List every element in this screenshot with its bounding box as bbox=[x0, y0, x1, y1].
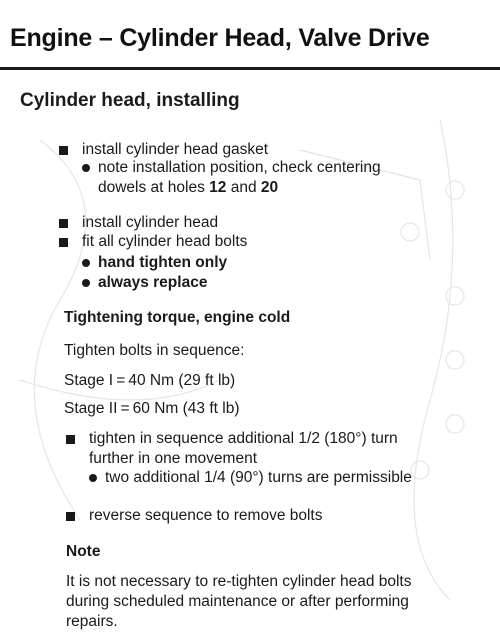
torque-stage-2: Stage II = 60 Nm (43 ft lb) bbox=[64, 400, 240, 417]
torque-additional-turn-line-2: further in one movement bbox=[89, 450, 258, 467]
round-bullet-icon bbox=[82, 164, 90, 172]
round-bullet-icon bbox=[89, 474, 97, 482]
gasket-note-line-2 bbox=[98, 178, 278, 198]
hole-number-12: 12 bbox=[209, 179, 227, 196]
torque-heading: Tightening torque, engine cold bbox=[64, 309, 291, 326]
step-install-gasket: install cylinder head gasket bbox=[82, 141, 269, 158]
round-bullet-icon bbox=[82, 279, 90, 287]
gasket-note-line-1: note installation position, check centering bbox=[98, 159, 381, 176]
hole-number-20: 20 bbox=[260, 179, 279, 196]
gasket-note-prefix: dowels at holes bbox=[98, 179, 210, 196]
square-bullet-icon bbox=[59, 238, 68, 247]
note-line-3: repairs. bbox=[66, 613, 118, 630]
page-title: Engine – Cylinder Head, Valve Drive bbox=[10, 24, 430, 52]
square-bullet-icon bbox=[66, 512, 75, 521]
torque-sequence-intro: Tighten bolts in sequence: bbox=[64, 342, 245, 359]
square-bullet-icon bbox=[59, 219, 68, 228]
round-bullet-icon bbox=[82, 259, 90, 267]
note-line-1: It is not necessary to re-tighten cylinder head bolts bbox=[66, 573, 412, 590]
torque-stage-1: Stage I = 40 Nm (29 ft lb) bbox=[64, 372, 236, 389]
square-bullet-icon bbox=[66, 435, 75, 444]
step-install-head: install cylinder head bbox=[82, 214, 219, 231]
note-heading: Note bbox=[66, 543, 101, 560]
step-fit-bolts: fit all cylinder head bolts bbox=[82, 233, 248, 250]
gasket-note-and: and bbox=[226, 179, 261, 196]
warning-always-replace: always replace bbox=[98, 274, 208, 291]
step-remove-bolts: reverse sequence to remove bolts bbox=[89, 507, 323, 524]
torque-additional-turn-line-1: tighten in sequence additional 1/2 (180°) turn bbox=[89, 430, 398, 447]
torque-extra-turns: two additional 1/4 (90°) turns are permissible bbox=[105, 469, 412, 486]
square-bullet-icon bbox=[59, 146, 68, 155]
section-title: Cylinder head, installing bbox=[20, 90, 240, 111]
warning-hand-tighten: hand tighten only bbox=[98, 254, 228, 271]
note-line-2: during scheduled maintenance or after performing bbox=[66, 593, 409, 610]
